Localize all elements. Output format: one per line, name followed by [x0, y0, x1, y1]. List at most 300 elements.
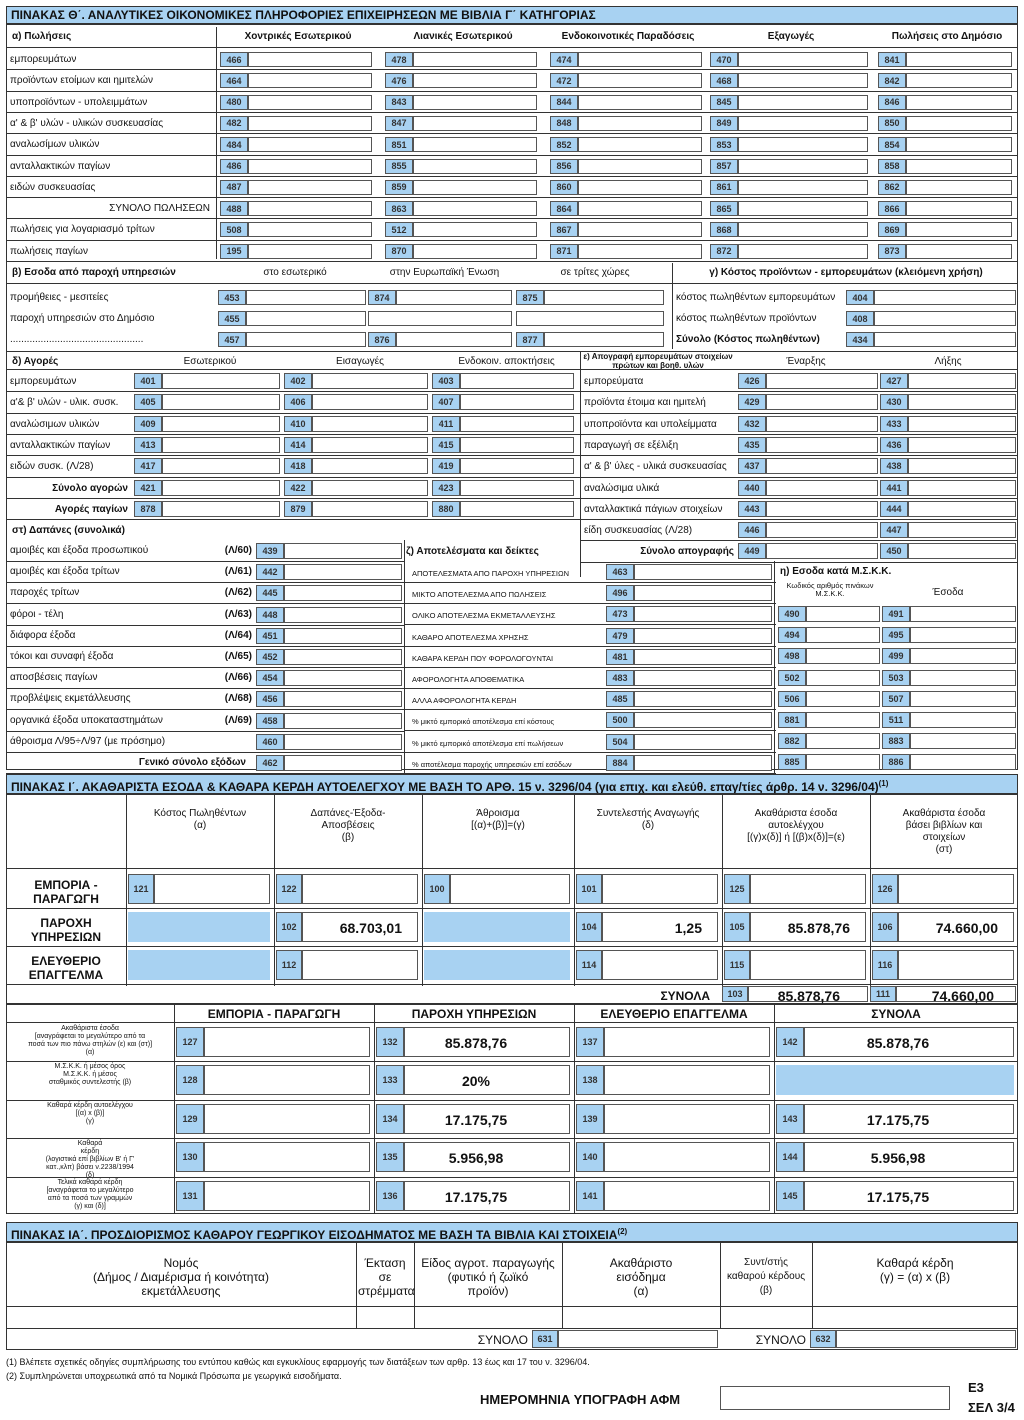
rule-line [574, 1004, 575, 1214]
purchases-col-header: Ενδοκοιν. αποκτήσεις [458, 356, 555, 367]
results-input[interactable] [634, 712, 772, 728]
rule-line [374, 1004, 375, 1214]
sales-input[interactable] [906, 116, 1012, 131]
rule-line [174, 1004, 175, 1214]
purchases-input[interactable] [460, 458, 574, 474]
purchases-input[interactable] [312, 416, 428, 432]
expense-input[interactable] [284, 649, 402, 665]
sales-input[interactable] [738, 201, 868, 216]
purchases-code: 413 [134, 437, 162, 453]
services-input[interactable] [246, 332, 366, 347]
sales-input[interactable] [248, 95, 372, 110]
inventory-col-header: Έναρξης [786, 356, 826, 367]
rule-line [6, 1177, 1018, 1178]
inventory-input[interactable] [766, 437, 878, 453]
sales-input[interactable] [906, 137, 1012, 152]
purchases-input[interactable] [460, 501, 574, 517]
services-input[interactable] [246, 311, 366, 326]
table-10b-col-header: ΕΛΕΥΘΕΡΙΟ ΕΠΑΓΓΕΛΜΑ [600, 1007, 748, 1021]
sales-input[interactable] [578, 159, 702, 174]
table-10-input[interactable] [302, 950, 418, 980]
sales-code: 842 [878, 73, 906, 88]
results-input[interactable] [634, 606, 772, 622]
sales-input[interactable] [578, 244, 702, 259]
results-code: 884 [606, 755, 634, 771]
results-code: 479 [606, 628, 634, 644]
expense-input[interactable] [284, 607, 402, 623]
sales-input[interactable] [738, 180, 868, 195]
table-10-input[interactable] [302, 874, 418, 904]
mskk-heading: η) Εσοδα κατά Μ.Σ.Κ.Κ. [780, 566, 892, 577]
sales-input[interactable] [906, 222, 1012, 237]
inventory-code: 430 [880, 394, 908, 410]
sales-code: 466 [220, 52, 248, 67]
table-10b-code: 128 [176, 1065, 204, 1095]
results-input[interactable] [634, 734, 772, 750]
rule-line [6, 1138, 1018, 1139]
sales-code: 848 [550, 116, 578, 131]
page-number: ΣΕΛ 3/4 [968, 1402, 1015, 1414]
footnote: (1) Βλέπετε σχετικές οδηγίες συμπλήρωσης του εντύπου καθώς και εγκυκλίους εφαρμογής των διατάξεων των αρθρ. 13 έως και 17 του ν. 3296/04. [6, 1357, 590, 1367]
inventory-row-label: προϊόντα έτοιμα και ημιτελή [584, 397, 706, 409]
inventory-input[interactable] [908, 437, 1016, 453]
sales-code: 872 [710, 244, 738, 259]
sales-code: 849 [710, 116, 738, 131]
sales-code: 846 [878, 95, 906, 110]
expense-code: 445 [256, 585, 284, 601]
sales-input[interactable] [578, 52, 702, 67]
table-10-code: 102 [276, 912, 302, 942]
purchases-input[interactable] [312, 480, 428, 496]
services-input[interactable] [246, 290, 366, 305]
sales-input[interactable] [248, 52, 372, 67]
table-10b-col-header: ΠΑΡΟΧΗ ΥΠΗΡΕΣΙΩΝ [411, 1007, 537, 1021]
inventory-input[interactable] [908, 373, 1016, 389]
inventory-input[interactable] [766, 458, 878, 474]
inventory-input[interactable] [766, 543, 878, 559]
table-10b-input[interactable] [604, 1181, 770, 1211]
sales-row-label: α' & β' υλών - υλικών συσκευασίας [10, 117, 164, 129]
sales-input[interactable] [906, 180, 1012, 195]
services-col-header: στην Ευρωπαϊκή Ένωση [389, 267, 500, 278]
table-10b-input[interactable] [204, 1104, 370, 1134]
mskk-input[interactable] [910, 606, 1016, 622]
sales-code: 851 [385, 137, 413, 152]
sales-input[interactable] [578, 201, 702, 216]
purchases-code: 423 [432, 480, 460, 496]
services-code: 455 [218, 311, 246, 326]
sales-input[interactable] [738, 137, 868, 152]
rule-line [6, 112, 1018, 113]
expense-input[interactable] [284, 713, 402, 729]
sales-input[interactable] [578, 180, 702, 195]
table-10-code: 101 [576, 874, 602, 904]
expense-code: 452 [256, 649, 284, 665]
sales-input[interactable] [248, 222, 372, 237]
expense-input[interactable] [284, 755, 402, 771]
sales-input[interactable] [578, 116, 702, 131]
purchases-row-label: αναλώσιμων υλικών [10, 418, 100, 430]
expense-code: 460 [256, 734, 284, 750]
inventory-code: 446 [738, 522, 766, 538]
purchases-code: 879 [284, 501, 312, 517]
mskk-input[interactable] [806, 627, 880, 643]
results-row-label: ΑΠΟΤΕΛΕΣΜΑΤΑ ΑΠΟ ΠΑΡΟΧΗ ΥΠΗΡΕΣΙΩΝ [412, 569, 570, 578]
sales-input[interactable] [413, 116, 537, 131]
services-col-header: σε τρίτες χώρες [560, 267, 630, 278]
sales-code: 843 [385, 95, 413, 110]
sales-input[interactable] [413, 95, 537, 110]
rule-line [6, 413, 580, 414]
sales-input[interactable] [906, 244, 1012, 259]
table-10b-code: 127 [176, 1027, 204, 1057]
inventory-row-label: αναλώσιμα υλικά [584, 482, 660, 494]
inventory-input[interactable] [766, 501, 878, 517]
expense-row-label: διάφορα έξοδα [10, 629, 76, 641]
mskk-input[interactable] [806, 754, 880, 770]
sales-input[interactable] [248, 116, 372, 131]
signature-field[interactable] [720, 1386, 950, 1410]
purchases-input[interactable] [460, 480, 574, 496]
rule-line [580, 434, 1018, 435]
mskk-input[interactable] [910, 754, 1016, 770]
table-10-input[interactable] [898, 874, 1014, 904]
table-10-row-label: ΕΛΕΥΘΕΡΙΟ ΕΠΑΓΓΕΛΜΑ [28, 954, 104, 982]
table-10b-code: 134 [376, 1104, 404, 1134]
expense-input[interactable] [284, 564, 402, 580]
inventory-input[interactable] [908, 543, 1016, 559]
expense-row-label: Γενικό σύνολο εξόδων [138, 757, 246, 768]
mskk-input[interactable] [806, 670, 880, 686]
table-10-code: 104 [576, 912, 602, 942]
cost-row-label: κόστος πωληθέντων εμπορευμάτων [676, 292, 836, 303]
expense-input[interactable] [284, 670, 402, 686]
sales-input[interactable] [578, 95, 702, 110]
mskk-input[interactable] [806, 648, 880, 664]
rule-line [6, 1100, 1018, 1101]
rule-line [6, 667, 404, 668]
sales-col-header: Ενδοκοινοτικές Παραδόσεις [561, 31, 695, 42]
total-input[interactable] [836, 1330, 1016, 1348]
rule-line [6, 688, 404, 689]
table-10-shaded-cell [424, 950, 570, 980]
results-input[interactable] [634, 691, 772, 707]
mskk-code: 494 [778, 627, 806, 643]
totals-code: 111 [870, 986, 896, 1002]
purchases-input[interactable] [460, 416, 574, 432]
table-10-value: 85.878,76 [787, 920, 850, 936]
expense-code: 456 [256, 691, 284, 707]
table-10-input[interactable] [602, 950, 718, 980]
rule-line [6, 391, 580, 392]
results-row-label: ΜΙΚΤΟ ΑΠΟΤΕΛΕΣΜΑ ΑΠΟ ΠΩΛΗΣΕΙΣ [412, 590, 547, 600]
cost-input[interactable] [874, 332, 1016, 347]
results-input[interactable] [634, 755, 772, 771]
purchases-input[interactable] [162, 480, 280, 496]
sales-input[interactable] [248, 73, 372, 88]
sales-input[interactable] [248, 201, 372, 216]
purchases-input[interactable] [312, 437, 428, 453]
purchases-input[interactable] [460, 437, 574, 453]
inventory-input[interactable] [766, 394, 878, 410]
table-11-col-header: Συντ/στής καθαρού κέρδους (β) [726, 1257, 806, 1296]
sales-input[interactable] [248, 244, 372, 259]
expense-input[interactable] [284, 691, 402, 707]
sales-code: 861 [710, 180, 738, 195]
sales-row-label: ανταλλακτικών παγίων [10, 160, 111, 172]
mskk-input[interactable] [910, 733, 1016, 749]
sales-input[interactable] [738, 116, 868, 131]
table-10b-input[interactable] [204, 1027, 370, 1057]
results-code: 485 [606, 691, 634, 707]
services-input[interactable] [396, 332, 512, 347]
services-row-label: παροχή υπηρεσιών στο Δημόσιο [10, 313, 155, 324]
inventory-input[interactable] [908, 522, 1016, 538]
purchases-input[interactable] [312, 373, 428, 389]
sales-input[interactable] [738, 244, 868, 259]
inventory-input[interactable] [766, 522, 878, 538]
rule-line [6, 625, 404, 626]
expenses-heading: στ) Δαπάνες (συνολικά) [12, 525, 125, 536]
sales-input[interactable] [738, 222, 868, 237]
table-10b-value: 20% [461, 1073, 491, 1090]
table-10b-code: 136 [376, 1181, 404, 1211]
table-10-code: 125 [724, 874, 750, 904]
sales-input[interactable] [578, 222, 702, 237]
inventory-row-label: ανταλλακτικά πάγιων στοιχείων [584, 503, 723, 515]
rule-line [6, 351, 1018, 352]
table-10b-input[interactable] [204, 1181, 370, 1211]
purchases-row-label: Αγορές παγίων [54, 503, 128, 515]
sales-input[interactable] [906, 95, 1012, 110]
mskk-input[interactable] [806, 606, 880, 622]
results-input[interactable] [634, 649, 772, 665]
inventory-code: 441 [880, 480, 908, 496]
rule-line [6, 752, 404, 753]
inventory-input[interactable] [766, 480, 878, 496]
inventory-code: 449 [738, 543, 766, 559]
table-10-input[interactable] [602, 874, 718, 904]
table-10b-code: 130 [176, 1142, 204, 1172]
table-10-input[interactable] [154, 874, 270, 904]
purchases-input[interactable] [162, 416, 280, 432]
sales-input[interactable] [248, 180, 372, 195]
expense-input[interactable] [284, 628, 402, 644]
results-input[interactable] [634, 628, 772, 644]
purchases-input[interactable] [162, 501, 280, 517]
mskk-code: 495 [882, 627, 910, 643]
cost-input[interactable] [874, 311, 1016, 326]
rule-line [580, 562, 1018, 563]
table-11-col-header: Νομός (Δήμος / Διαμέρισμα ή κοινότητα) εκμετάλλευσης [93, 1256, 269, 1298]
sales-code: 484 [220, 137, 248, 152]
inventory-input[interactable] [908, 480, 1016, 496]
expense-row-label: παροχές τρίτων [10, 587, 80, 599]
results-input[interactable] [634, 670, 772, 686]
table-10-input[interactable] [750, 874, 866, 904]
table-10-code: 121 [128, 874, 154, 904]
sales-input[interactable] [738, 73, 868, 88]
table-10b-input[interactable] [604, 1104, 770, 1134]
expense-ref: (Λ/68) [224, 693, 252, 705]
inventory-input[interactable] [766, 373, 878, 389]
table-11-col-header: Καθαρά κέρδη (γ) = (α) x (β) [876, 1256, 954, 1284]
sales-input[interactable] [413, 180, 537, 195]
table-10-input[interactable] [898, 950, 1014, 980]
sales-input[interactable] [906, 201, 1012, 216]
table-10-value: 1,25 [674, 920, 702, 936]
purchases-input[interactable] [312, 458, 428, 474]
sales-input[interactable] [413, 73, 537, 88]
sales-input[interactable] [906, 52, 1012, 67]
rule-line [722, 794, 723, 986]
sales-row-label: προϊόντων ετοίμων και ημιτελών [10, 75, 153, 87]
sales-col-header: Πωλήσεις στο Δημόσιο [891, 31, 1003, 42]
cost-input[interactable] [874, 290, 1016, 305]
purchases-input[interactable] [460, 394, 574, 410]
services-input[interactable] [396, 290, 512, 305]
mskk-input[interactable] [910, 670, 1016, 686]
sales-input[interactable] [248, 137, 372, 152]
table-10-col-header: Ακαθάριστα έσοδα βάσει βιβλίων και στοιχείων (στ) [902, 808, 986, 855]
table-10-input[interactable] [750, 950, 866, 980]
results-row-label: % μικτό εμπορικό αποτέλεσμα επί κόστους [412, 717, 555, 727]
services-input[interactable] [368, 311, 512, 326]
mskk-input[interactable] [910, 648, 1016, 664]
sales-code: 857 [710, 159, 738, 174]
expense-input[interactable] [284, 543, 402, 559]
purchases-input[interactable] [162, 394, 280, 410]
sales-input[interactable] [413, 137, 537, 152]
expense-row-label: άθροισμα Λ/95÷Λ/97 (με πρόσημο) [10, 735, 166, 747]
inventory-input[interactable] [908, 501, 1016, 517]
sales-input[interactable] [413, 222, 537, 237]
table-10b-input[interactable] [604, 1065, 770, 1095]
mskk-input[interactable] [910, 691, 1016, 707]
sales-row-label: πωλήσεις παγίων [10, 245, 88, 257]
sales-input[interactable] [906, 159, 1012, 174]
table-10b-code: 143 [776, 1104, 804, 1134]
mskk-input[interactable] [806, 691, 880, 707]
sales-code: 841 [878, 52, 906, 67]
inventory-input[interactable] [908, 394, 1016, 410]
results-input[interactable] [634, 585, 772, 601]
sales-code: 868 [710, 222, 738, 237]
inventory-input[interactable] [908, 458, 1016, 474]
sales-input[interactable] [413, 52, 537, 67]
mskk-code: 885 [778, 754, 806, 770]
mskk-input[interactable] [806, 712, 880, 728]
mskk-input[interactable] [910, 627, 1016, 643]
sales-input[interactable] [738, 159, 868, 174]
table-10b-input[interactable] [604, 1027, 770, 1057]
sales-input[interactable] [413, 244, 537, 259]
inventory-code: 435 [738, 437, 766, 453]
results-code: 483 [606, 670, 634, 686]
purchases-code: 422 [284, 480, 312, 496]
sales-code: 470 [710, 52, 738, 67]
rule-line [6, 868, 1018, 869]
table-10-input[interactable] [450, 874, 570, 904]
purchases-input[interactable] [162, 458, 280, 474]
rule-line [6, 47, 1018, 48]
sales-code: 850 [878, 116, 906, 131]
sales-input[interactable] [578, 73, 702, 88]
expense-input[interactable] [284, 734, 402, 750]
purchases-input[interactable] [312, 394, 428, 410]
purchases-input[interactable] [162, 437, 280, 453]
results-input[interactable] [634, 564, 772, 580]
purchases-code: 409 [134, 416, 162, 432]
mskk-input[interactable] [806, 733, 880, 749]
mskk-code: 507 [882, 691, 910, 707]
purchases-code: 880 [432, 501, 460, 517]
services-input[interactable] [544, 290, 664, 305]
table-10b-value: 5.956,98 [870, 1150, 926, 1167]
purchases-input[interactable] [162, 373, 280, 389]
services-col-header: στο εσωτερικό [263, 267, 327, 278]
table-10b-value: 85.878,76 [866, 1035, 930, 1051]
rule-line [6, 155, 1018, 156]
table-11-col-header: Είδος αγροτ. παραγωγής (φυτικό ή ζωϊκό προϊόν) [421, 1256, 555, 1298]
sales-row-label: πωλήσεις για λογαριασμό τρίτων [10, 224, 155, 236]
mskk-code: 881 [778, 712, 806, 728]
table-10b-row-label: Μ.Σ.Κ.Κ. ή μέσος όρος Μ.Σ.Κ.Κ. ή μέσος σταθμικός συντελεστής (β) [48, 1063, 132, 1087]
purchases-row-label: Σύνολο αγορών [52, 482, 128, 494]
table-10b-code: 133 [376, 1065, 404, 1095]
total-input[interactable] [558, 1330, 718, 1348]
rule-line [404, 646, 776, 647]
sales-input[interactable] [578, 137, 702, 152]
table-10b-input[interactable] [204, 1065, 370, 1095]
table-10b-row-label: Καθαρά κέρδη αυτοελέγχου [(α) x (β)] (γ) [47, 1101, 133, 1125]
purchases-input[interactable] [312, 501, 428, 517]
sales-input[interactable] [738, 95, 868, 110]
sales-input[interactable] [248, 159, 372, 174]
sales-input[interactable] [413, 159, 537, 174]
table-11-title [6, 1222, 1018, 1242]
table-10b-input[interactable] [604, 1142, 770, 1172]
sales-input[interactable] [738, 52, 868, 67]
inventory-input[interactable] [908, 416, 1016, 432]
inventory-input[interactable] [766, 416, 878, 432]
services-input[interactable] [544, 332, 664, 347]
mskk-code: 886 [882, 754, 910, 770]
rule-line [562, 1242, 563, 1328]
table-10-code: 100 [424, 874, 450, 904]
mskk-input[interactable] [910, 712, 1016, 728]
expense-code: 451 [256, 628, 284, 644]
table-10b-code: 144 [776, 1142, 804, 1172]
table-10-shaded-cell [128, 950, 270, 980]
services-input[interactable] [516, 311, 664, 326]
mskk-code: 499 [882, 648, 910, 664]
sales-code: 858 [878, 159, 906, 174]
table-10b-code: 139 [576, 1104, 604, 1134]
footnote-ref: (2) [617, 1227, 628, 1236]
sales-input[interactable] [413, 201, 537, 216]
sales-input[interactable] [906, 73, 1012, 88]
expense-input[interactable] [284, 585, 402, 601]
purchases-code: 411 [432, 416, 460, 432]
rule-line [6, 1328, 1018, 1329]
rule-line [216, 27, 217, 259]
rule-line [6, 197, 1018, 198]
sales-col-header: Εξαγωγές [767, 31, 815, 42]
purchases-input[interactable] [460, 373, 574, 389]
sales-code: 867 [550, 222, 578, 237]
table-10b-input[interactable] [204, 1142, 370, 1172]
